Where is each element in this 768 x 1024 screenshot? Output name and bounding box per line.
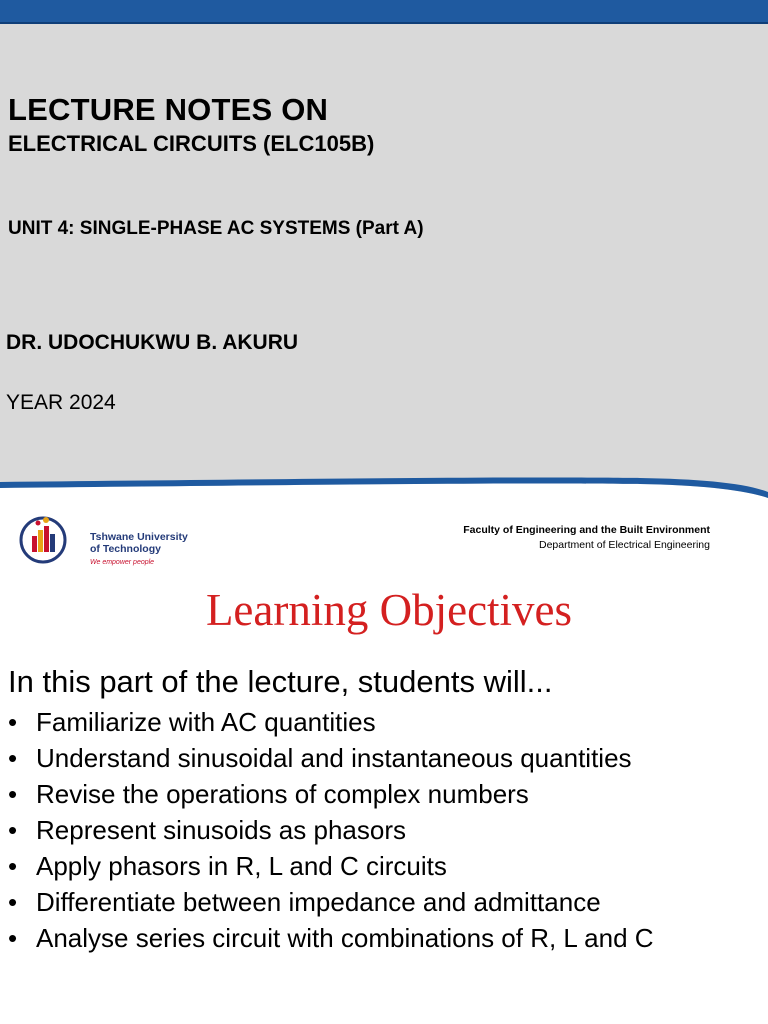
cover-slide <box>0 0 768 500</box>
bullet-icon: • <box>8 779 18 809</box>
top-banner-line <box>0 22 768 24</box>
bullet-icon: • <box>8 923 18 953</box>
objective-text: Apply phasors in R, L and C circuits <box>36 851 447 881</box>
objective-item <box>8 704 654 740</box>
cover-author: DR. UDOCHUKWU B. AKURU <box>6 331 299 354</box>
objective-item <box>8 776 654 812</box>
objectives-title: Learning Objectives <box>205 585 573 635</box>
faculty-name: Faculty of Engineering and the Built Environment <box>463 524 710 536</box>
objective-text: Understand sinusoidal and instantaneous quantities <box>36 743 632 773</box>
objective-item <box>8 812 654 848</box>
objectives-list <box>8 704 654 956</box>
university-logo <box>16 510 216 564</box>
bullet-icon: • <box>8 851 18 881</box>
bullet-icon: • <box>8 815 18 845</box>
objective-text: Revise the operations of complex numbers <box>36 779 529 809</box>
cover-title: LECTURE NOTES ON <box>8 92 329 127</box>
university-tagline: We empower people <box>90 559 155 566</box>
tut-emblem-icon <box>16 510 70 564</box>
objective-item <box>8 848 654 884</box>
bullet-icon: • <box>8 887 18 917</box>
objective-item <box>8 884 654 920</box>
university-name-line2: of Technology <box>90 543 161 555</box>
objective-text: Differentiate between impedance and admittance <box>36 887 601 917</box>
objective-text: Familiarize with AC quantities <box>36 707 376 737</box>
bullet-icon: • <box>8 707 18 737</box>
objective-item <box>8 740 654 776</box>
department-name: Department of Electrical Engineering <box>538 539 710 551</box>
objective-item <box>8 920 654 956</box>
cover-year: YEAR 2024 <box>6 391 116 414</box>
cover-subtitle: ELECTRICAL CIRCUITS (ELC105B) <box>8 131 375 156</box>
objective-text: Analyse series circuit with combinations of R, L and C <box>36 923 654 953</box>
cover-unit: UNIT 4: SINGLE-PHASE AC SYSTEMS (Part A) <box>8 218 424 239</box>
bullet-icon: • <box>8 743 18 773</box>
objective-text: Represent sinusoids as phasors <box>36 815 406 845</box>
top-banner <box>0 0 768 22</box>
objectives-slide <box>0 500 768 1024</box>
university-name <box>90 531 188 555</box>
blue-swoosh <box>0 470 768 500</box>
objectives-intro: In this part of the lecture, students will... <box>8 664 553 699</box>
university-name-line1: Tshwane University <box>90 531 188 543</box>
